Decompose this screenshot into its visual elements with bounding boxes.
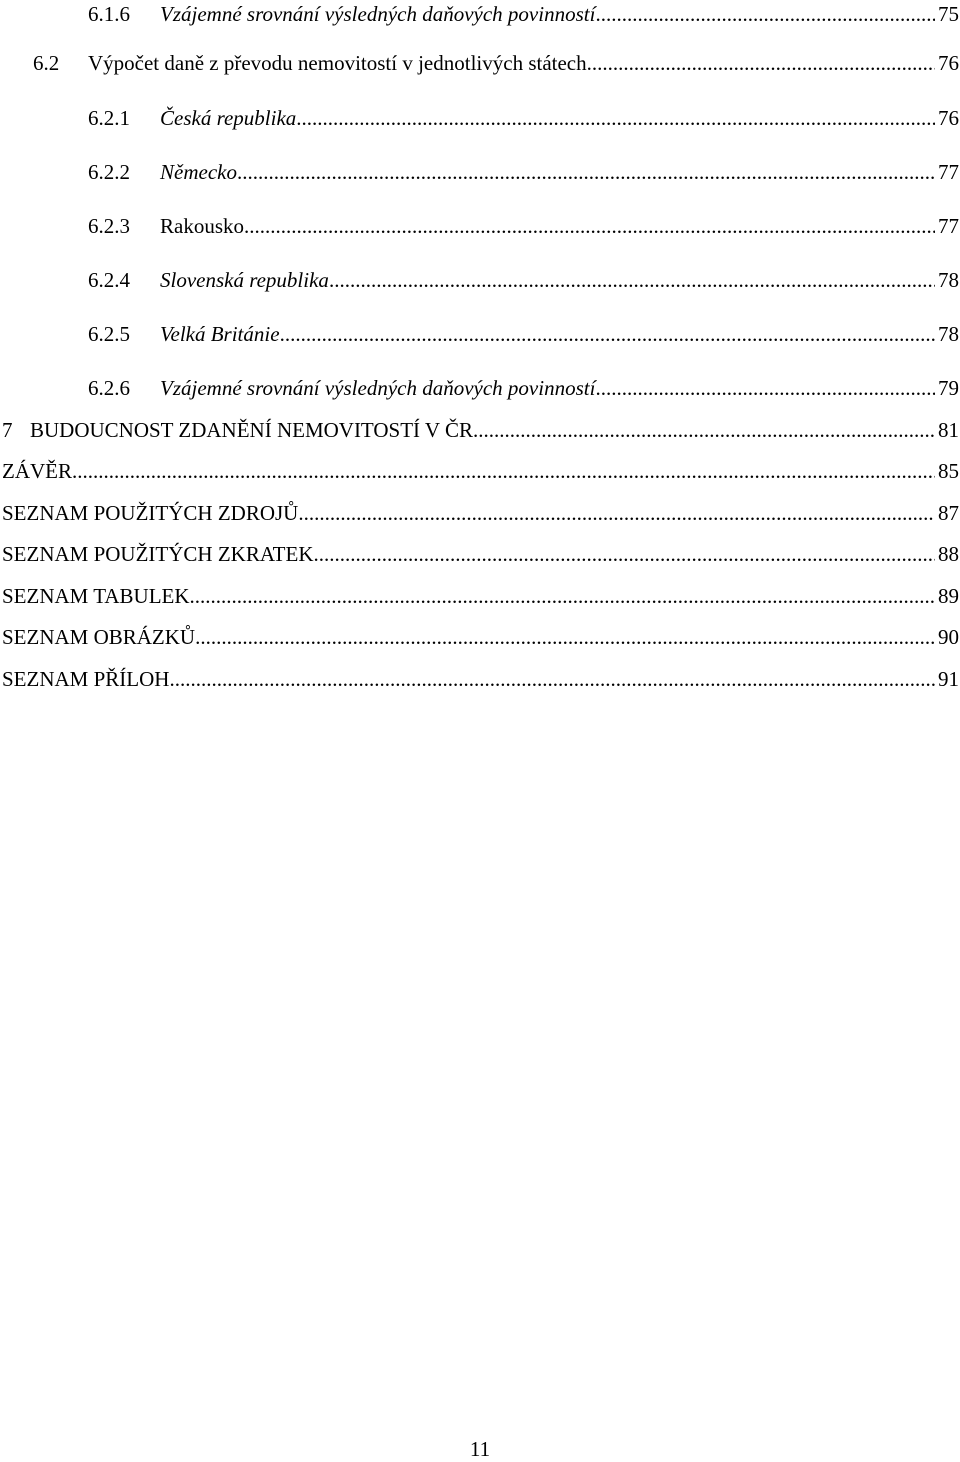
toc-entry-number: 6.2.4 [88,268,130,292]
toc-entry-title: SEZNAM TABULEK [2,584,190,608]
toc-entry-title: Německo [160,160,237,184]
toc-entry-number: 6.1.6 [88,2,130,26]
toc-entry[interactable] [88,374,960,402]
toc-entry-number: 6.2.3 [88,214,130,238]
toc-leader-dots [72,457,935,485]
toc-entry[interactable] [2,582,960,610]
toc-entry-number: 6.2.1 [88,106,130,130]
toc-entry[interactable] [2,499,960,527]
toc-entry-page: 81 [938,418,959,442]
toc-entry-number: 6.2.5 [88,322,130,346]
toc-entry[interactable] [88,320,960,348]
toc-entry-page: 76 [938,106,959,130]
toc-entry-title: Slovenská republika [160,268,329,292]
toc-leader-dots [329,266,935,294]
toc-entry[interactable] [88,212,960,240]
toc-entry-title: BUDOUCNOST ZDANĚNÍ NEMOVITOSTÍ V ČR [30,418,473,442]
toc-leader-dots [595,0,935,28]
toc-entry-page: 77 [938,214,959,238]
toc-entry-title: SEZNAM PŘÍLOH [2,667,170,691]
toc-entry-title: Rakousko [160,214,244,238]
toc-entry[interactable] [88,158,960,186]
toc-entry-page: 79 [938,376,959,400]
toc-entry[interactable] [2,457,960,485]
toc-entry-title: SEZNAM POUŽITÝCH ZKRATEK [2,542,314,566]
toc-leader-dots [587,49,935,77]
toc-entry-title: ZÁVĚR [2,459,72,483]
toc-entry-title: Velká Británie [160,322,280,346]
toc-entry[interactable] [88,104,960,132]
toc-leader-dots [195,623,935,651]
toc-entry-page: 88 [938,542,959,566]
page-number: 11 [469,1437,491,1461]
toc-entry[interactable] [2,540,960,568]
toc-entry-title: Česká republika [160,106,297,130]
toc-entry[interactable] [88,266,960,294]
toc-entry-number: 7 [2,418,13,442]
toc-entry-page: 78 [938,268,959,292]
toc-entry-page: 89 [938,584,959,608]
toc-leader-dots [190,582,935,610]
toc-entry[interactable] [88,0,960,28]
toc-entry-page: 87 [938,501,959,525]
toc-entry-title: Výpočet daně z převodu nemovitostí v jednotlivých státech [88,51,587,75]
toc-entry-page: 90 [938,625,959,649]
toc-leader-dots [296,104,935,132]
toc-entry-title: Vzájemné srovnání výsledných daňových povinností [160,376,596,400]
toc-entry-number: 6.2.6 [88,376,130,400]
toc-leader-dots [237,158,935,186]
toc-entry[interactable] [2,623,960,651]
toc-entry[interactable] [2,665,960,693]
toc-entry[interactable] [2,416,960,444]
toc-entry-page: 76 [938,51,959,75]
toc-leader-dots [244,212,935,240]
toc-entry-number: 6.2.2 [88,160,130,184]
toc-entry-page: 75 [938,2,959,26]
toc-entry-title: SEZNAM POUŽITÝCH ZDROJŮ [2,501,299,525]
toc-entry-title: SEZNAM OBRÁZKŮ [2,625,196,649]
toc-leader-dots [169,665,935,693]
toc-entry[interactable] [33,49,960,77]
toc-entry-page: 78 [938,322,959,346]
toc-entry-page: 91 [938,667,959,691]
toc-entry-page: 77 [938,160,959,184]
toc-entry-title: Vzájemné srovnání výsledných daňových povinností [160,2,596,26]
toc-entry-number: 6.2 [33,51,60,75]
toc-leader-dots [473,416,935,444]
toc-entry-page: 85 [938,459,959,483]
toc-leader-dots [280,320,935,348]
toc-leader-dots [595,374,935,402]
toc-leader-dots [298,499,935,527]
toc-leader-dots [314,540,936,568]
